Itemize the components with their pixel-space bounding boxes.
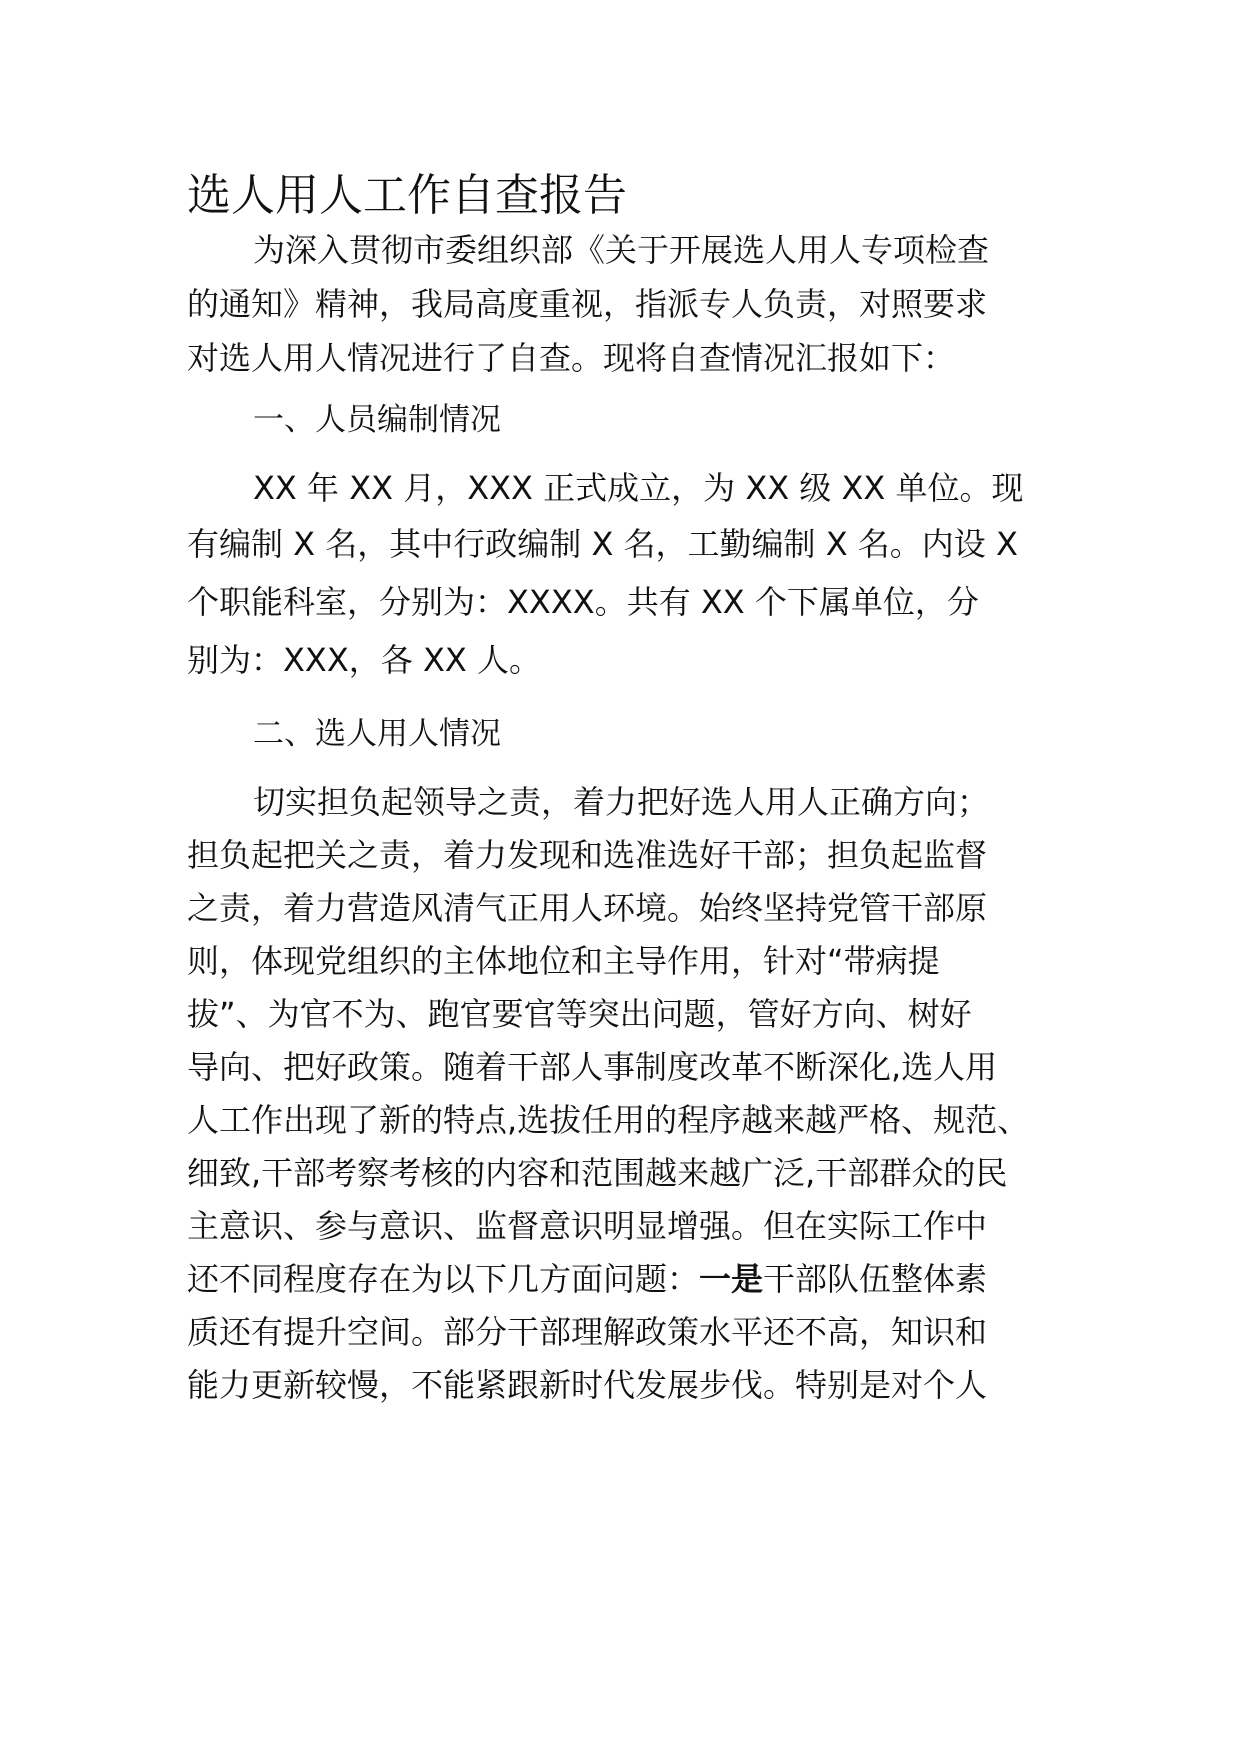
selection-line-12: 能力更新较慢，不能紧跟新时代发展步伐。特别是对个人 [187,1366,988,1404]
selection-line-2: 担负起把关之责，着力发现和选准选好干部；担负起监督 [187,836,988,874]
selection-line-7: 人工作出现了新的特点,选拔任用的程序越来越严格、规范、 [187,1101,1030,1139]
section-heading-selection: 二、选人用人情况 [253,716,501,752]
staffing-line-4: 别为：XXX，各 XX 人。 [187,641,541,679]
selection-line-11: 质还有提升空间。部分干部理解政策水平还不高，知识和 [187,1313,988,1351]
staffing-line-3: 个职能科室，分别为：XXXX。共有 XX 个下属单位，分 [187,583,979,621]
selection-line-4: 则，体现党组织的主体地位和主导作用，针对“带病提 [187,942,940,980]
emphasis-first-point: 一是 [699,1260,764,1298]
intro-line-1: 为深入贯彻市委组织部《关于开展选人用人专项检查 [253,231,990,269]
selection-line-9: 主意识、参与意识、监督意识明显增强。但在实际工作中 [187,1207,988,1245]
selection-line-6: 导向、把好政策。随着干部人事制度改革不断深化,选人用 [187,1048,998,1086]
staffing-line-2: 有编制 X 名，其中行政编制 X 名，工勤编制 X 名。内设 X [187,525,1018,563]
selection-line-8: 细致,干部考察考核的内容和范围越来越广泛,干部群众的民 [187,1154,1008,1192]
selection-line-1: 切实担负起领导之责，着力把好选人用人正确方向； [253,783,990,821]
intro-line-2: 的通知》精神，我局高度重视，指派专人负责，对照要求 [187,285,988,323]
selection-line-3: 之责，着力营造风清气正用人环境。始终坚持党管干部原 [187,889,988,927]
selection-line-10-suffix: 干部队伍整体素 [763,1260,988,1298]
selection-line-10 [187,1257,987,1301]
document-title: 选人用人工作自查报告 [187,170,627,221]
selection-line-10-prefix: 还不同程度存在为以下几方面问题： [187,1260,700,1298]
selection-line-5: 拔”、为官不为、跑官要官等突出问题，管好方向、树好 [187,995,972,1033]
intro-line-3: 对选人用人情况进行了自查。现将自查情况汇报如下： [187,339,956,377]
staffing-line-1: XX 年 XX 月，XXX 正式成立，为 XX 级 XX 单位。现 [253,469,1024,507]
section-heading-staffing: 一、人员编制情况 [253,402,501,438]
